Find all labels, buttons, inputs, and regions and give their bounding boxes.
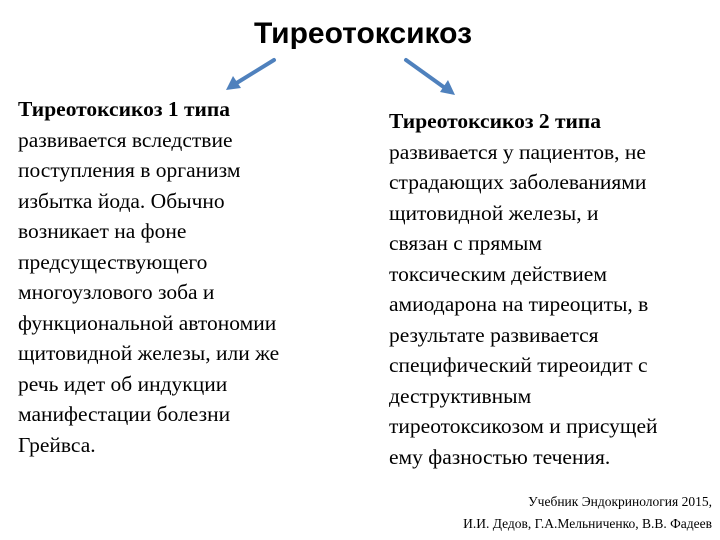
citation-line: Учебник Эндокринология 2015, xyxy=(528,494,712,509)
source-citation xyxy=(463,491,712,535)
arrow-down-left-icon xyxy=(226,60,274,90)
type1-heading: Тиреотоксикоз 1 типа xyxy=(18,97,231,121)
type2-column xyxy=(389,106,719,472)
type1-line: предсуществующего xyxy=(18,249,208,274)
type2-line: связан с прямым xyxy=(389,231,542,255)
arrow-down-right-icon xyxy=(406,60,455,95)
type2-line: ему фазностью течения. xyxy=(389,444,611,469)
type1-column xyxy=(18,94,358,460)
type1-line: многоузлового зоба и xyxy=(18,280,215,304)
type1-line: щитовидной железы, или же xyxy=(18,341,280,365)
slide-title: Тиреотоксикоз xyxy=(253,17,473,50)
type1-line: манифестации болезни xyxy=(18,402,231,426)
type1-line: поступления в организм xyxy=(18,158,241,182)
citation-line: И.И. Дедов, Г.А.Мельниченко, В.В. Фадеев xyxy=(463,516,712,531)
type1-line: речь идет об индукции xyxy=(18,371,228,396)
type2-line: амиодарона на тиреоциты, в xyxy=(389,292,649,316)
type1-line: избытка йода. Обычно xyxy=(18,188,225,213)
type2-line: результате развивается xyxy=(389,322,599,347)
type1-line: возникает на фоне xyxy=(18,219,187,243)
type1-line: Грейвса. xyxy=(18,432,96,457)
type2-line: тиреотоксикозом и присущей xyxy=(389,414,658,438)
type1-line: развивается вследствие xyxy=(18,127,233,152)
type2-line: страдающих заболеваниями xyxy=(389,170,647,194)
type2-line: токсическим действием xyxy=(389,261,607,286)
type2-line: деструктивным xyxy=(389,383,532,408)
type2-line: развивается у пациентов, не xyxy=(389,139,646,164)
type2-heading: Тиреотоксикоз 2 типа xyxy=(389,109,602,133)
type2-line: специфический тиреоидит с xyxy=(389,353,648,377)
type1-line: функциональной автономии xyxy=(18,310,277,335)
type2-line: щитовидной железы, и xyxy=(389,200,599,225)
